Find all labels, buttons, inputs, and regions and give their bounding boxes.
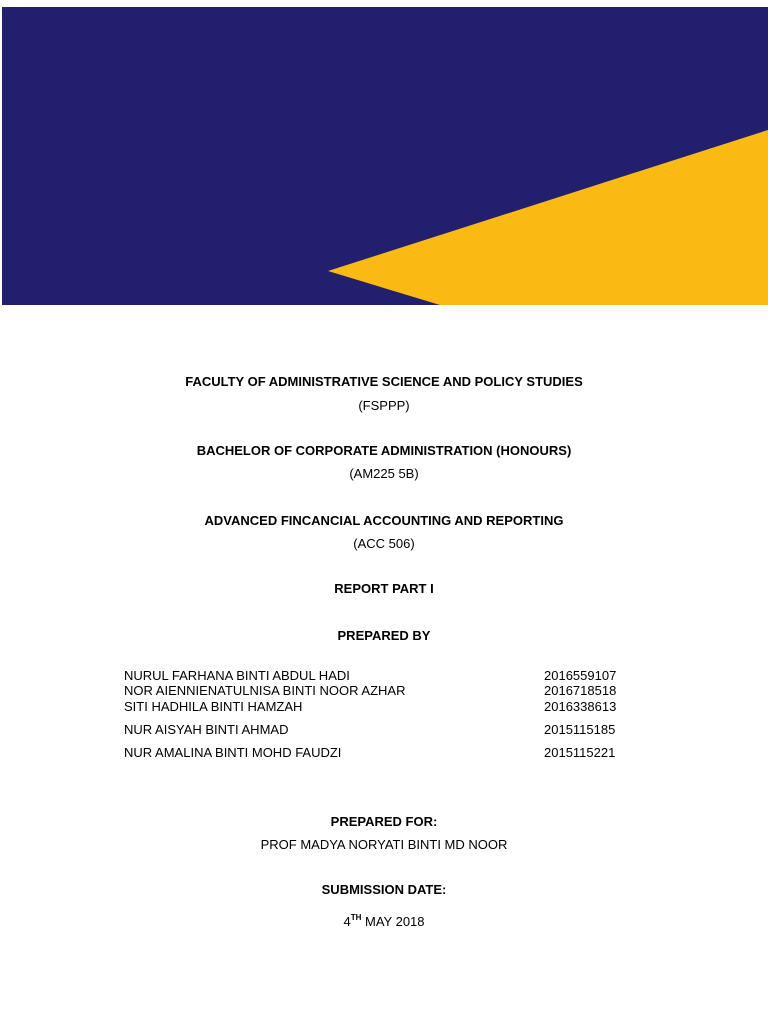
programme-name: BACHELOR OF CORPORATE ADMINISTRATION (HONOURS) [196, 443, 572, 458]
faculty-name: FACULTY OF ADMINISTRATIVE SCIENCE AND POLICY STUDIES [185, 374, 583, 389]
submission-date-heading: SUBMISSION DATE: [321, 882, 447, 897]
report-title: REPORT PART I [334, 581, 434, 596]
member-row [124, 722, 624, 738]
prepared-by-heading: PREPARED BY [337, 628, 431, 643]
member-name: NURUL FARHANA BINTI ABDUL HADI [124, 668, 350, 683]
member-name: NUR AISYAH BINTI AHMAD [124, 722, 289, 737]
faculty-code: (FSPPP) [358, 398, 410, 413]
member-name: NUR AMALINA BINTI MOHD FAUDZI [124, 745, 342, 760]
programme-code: (AM225 5B) [349, 466, 419, 481]
member-id: 2016559107 [544, 668, 617, 683]
submission-date [0, 914, 768, 930]
cover-banner [2, 7, 768, 305]
member-id: 2015115185 [544, 722, 616, 737]
member-row [124, 668, 624, 684]
member-name: NOR AIENNIENATULNISA BINTI NOOR AZHAR [124, 683, 406, 698]
member-row [124, 745, 624, 761]
lecturer-name: PROF MADYA NORYATI BINTI MD NOOR [260, 837, 508, 852]
day-suffix: TH [350, 912, 362, 922]
course-name: ADVANCED FINCANCIAL ACCOUNTING AND REPORTING [204, 513, 564, 528]
prepared-for-heading: PREPARED FOR: [330, 814, 438, 829]
member-id: 2015115221 [544, 745, 616, 760]
member-row [124, 699, 624, 715]
course-code: (ACC 506) [353, 536, 415, 551]
member-name: SITI HADHILA BINTI HAMZAH [124, 699, 303, 714]
member-row [124, 683, 624, 699]
submission-day: 4 [343, 914, 351, 929]
member-id: 2016338613 [544, 699, 617, 714]
member-id: 2016718518 [544, 683, 617, 698]
submission-month-year: MAY 2018 [365, 914, 425, 929]
